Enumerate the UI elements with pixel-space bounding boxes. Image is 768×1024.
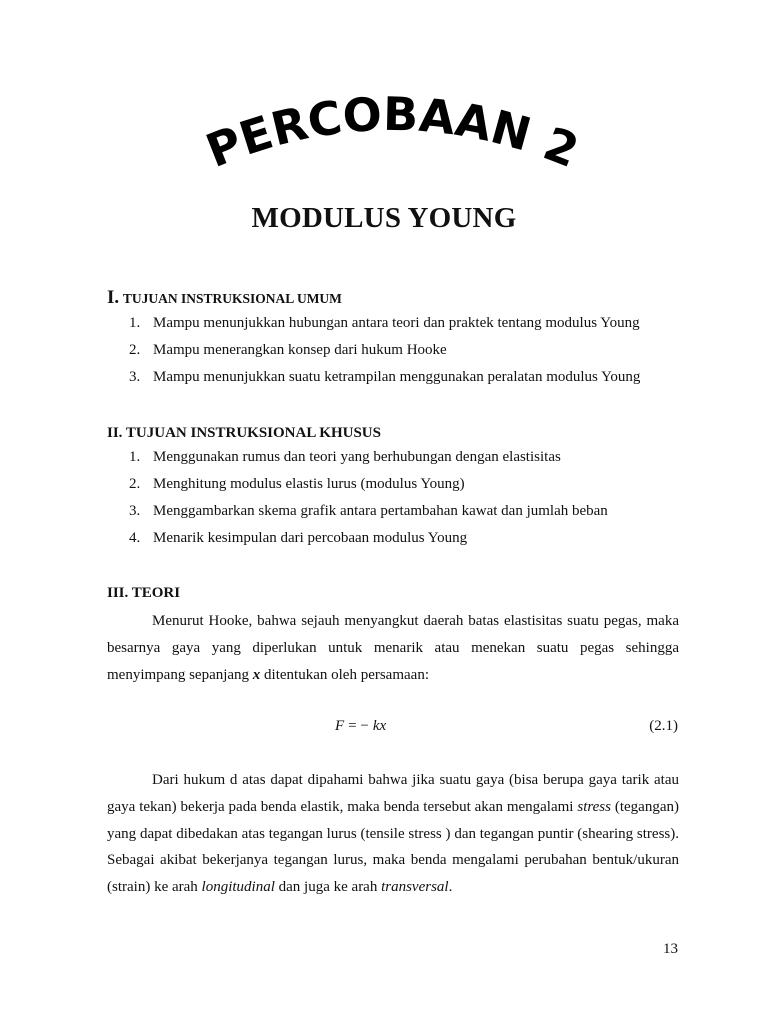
- objectives-list-khusus: [107, 444, 687, 552]
- section-heading: II. TUJUAN INSTRUKSIONAL KHUSUS: [107, 425, 381, 441]
- section-heading: III. TEORI: [107, 585, 181, 601]
- list-item: 3. Mampu menunjukkan suatu ketrampilan menggunakan peralatan modulus Young: [129, 369, 641, 385]
- list-item: 2. Menghitung modulus elastis lurus (modulus Young): [129, 476, 465, 492]
- section-heading: [107, 287, 687, 309]
- equation-hooke: [0, 718, 768, 742]
- list-item: 3. Menggambarkan skema grafik antara pertambahan kawat dan jumlah beban: [129, 503, 608, 519]
- equation-body: F = − kx: [335, 718, 387, 734]
- equation-number: (2.1): [649, 718, 678, 734]
- section-numeral: I.: [107, 287, 120, 308]
- document-title: MODULUS YOUNG: [251, 202, 517, 234]
- section-teori: [107, 585, 687, 602]
- section-tujuan-khusus: [107, 425, 687, 552]
- page-number: 13: [663, 941, 678, 957]
- list-item: 1. Mampu menunjukkan hubungan antara teori dan praktek tentang modulus Young: [129, 315, 640, 331]
- banner-svg: [180, 95, 600, 215]
- list-item: 4. Menarik kesimpulan dari percobaan modulus Young: [129, 530, 468, 546]
- theory-paragraph-1: Menurut Hooke, bahwa sejauh menyangkut daerah batas elastisitas suatu pegas, maka besarnya gaya yang diperlukan untuk menarik atau menekan suatu pegas sehingga menyimpang sepanjang x ditentukan oleh persamaan:: [107, 613, 679, 683]
- list-item: 1. Menggunakan rumus dan teori yang berhubungan dengan elastisitas: [129, 449, 561, 465]
- objectives-list-umum: [107, 310, 687, 391]
- list-item: 2. Mampu menerangkan konsep dari hukum Hooke: [129, 342, 447, 358]
- section-heading-text: TUJUAN INSTRUKSIONAL UMUM: [122, 291, 342, 306]
- section-tujuan-umum: [107, 287, 687, 391]
- arched-banner-title: [180, 95, 600, 215]
- banner-text: PERCOBAAN 2: [198, 95, 586, 179]
- theory-paragraph-2: Dari hukum d atas dapat dipahami bahwa jika suatu gaya (bisa berupa gaya tarik atau gaya tekan) bekerja pada benda elastik, maka benda tersebut akan mengalami stress (tegangan) yang dapat dibedakan atas tegangan lurus (tensile stress ) dan tegangan puntir (shearing stress). Sebagai akibat bekerjanya tegangan lurus, maka benda mengalami perubahan bentuk/ukuran (strain) ke arah longitudinal dan juga ke arah transversal.: [107, 772, 679, 896]
